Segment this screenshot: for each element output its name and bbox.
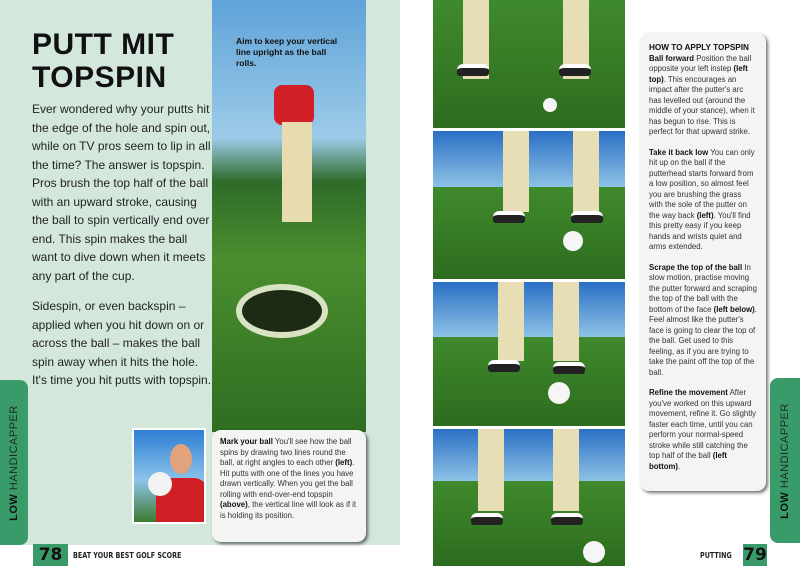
tip-refine-movement: Refine the movement After you've worked on this upward movement, refine it. Go slightly faster each time, until you can perform your normal-speed stroke while still catching the top half of the ball (left bottom). [649, 388, 757, 471]
box-heading: HOW TO APPLY TOPSPIN [649, 43, 749, 52]
mark-your-ball-box [212, 430, 366, 542]
footer-left: BEAT YOUR BEST GOLF SCORE [73, 551, 182, 560]
page-title: PUTT MIT TOPSPIN [32, 28, 175, 94]
box-text: You'll see how the ball spins by drawing two lines round the ball, at right angles to each other [220, 437, 352, 467]
section-tab-right [770, 378, 800, 543]
scrape-top-photo [433, 282, 625, 426]
box-ref: (left) [335, 458, 353, 467]
photo-caption: Aim to keep your vertical line upright as the ball rolls. [236, 36, 338, 68]
box-heading: Mark your ball [220, 437, 273, 446]
page-number-left: 78 [33, 544, 68, 566]
section-tab-left [0, 380, 28, 545]
tip-take-back-low: Take it back low You can only hit up on the ball if the putterhead starts forward from a low position, so almost feel you are brushing the grass with the sole of the putter on the way back (left). You'll find this pretty easy if you keep hands and wrists quiet and arms extended. [649, 147, 755, 251]
sidespin-paragraph: Sidespin, or even backspin – applied when you hit down on or across the ball – makes the ball spin away when it hits the hole. It's time you hit putts with topspin. [32, 299, 212, 387]
tab-bold: LOW [779, 491, 791, 519]
refine-movement-photo [433, 429, 625, 566]
intro-paragraph: Ever wondered why your putts hit the edge of the hole and spin out, while on TV pros seem to lip in all the time? The answer is topspin. Pros brush the top half of the ball with an upward stroke, causing the ball to spin vertically end over end. This spin makes the ball want to dive down when it meets any part of the cup. [32, 102, 211, 283]
box-text: . Hit putts with one of the lines you have drawn vertically. When you get the ball rolling with end-over-end topspin [220, 458, 355, 499]
tip-ball-forward: Ball forward Position the ball opposite your left instep (left top). This encourages an impact after the putter's arc has levelled out (around the middle of your stance), when it has begun to rise. This is perfect for that upward strike. [649, 53, 755, 136]
tip-scrape-top: Scrape the top of the ball In slow motion, practise moving the putter forward and scraping the top of the ball with the bottom of the face (left below). Feel almost like the putter's face is going to clear the top of the ball. Get used to this feeling, as if you are trying to take the paint off the top of the ball. [649, 262, 757, 377]
footer-right: PUTTING [700, 551, 732, 560]
marked-ball-photo [132, 428, 206, 524]
intro-column [32, 28, 212, 390]
how-to-apply-topspin-box [640, 33, 766, 491]
tab-bold: LOW [8, 493, 20, 521]
tab-text: HANDICAPPER [8, 404, 20, 494]
ball-forward-photo [433, 0, 625, 128]
tab-text: HANDICAPPER [779, 402, 791, 492]
take-back-low-photo [433, 131, 625, 279]
box-ref: (above) [220, 500, 248, 509]
page-number-right: 79 [743, 545, 767, 565]
box-text: , the vertical line will look as if it is holding its position. [220, 500, 357, 520]
